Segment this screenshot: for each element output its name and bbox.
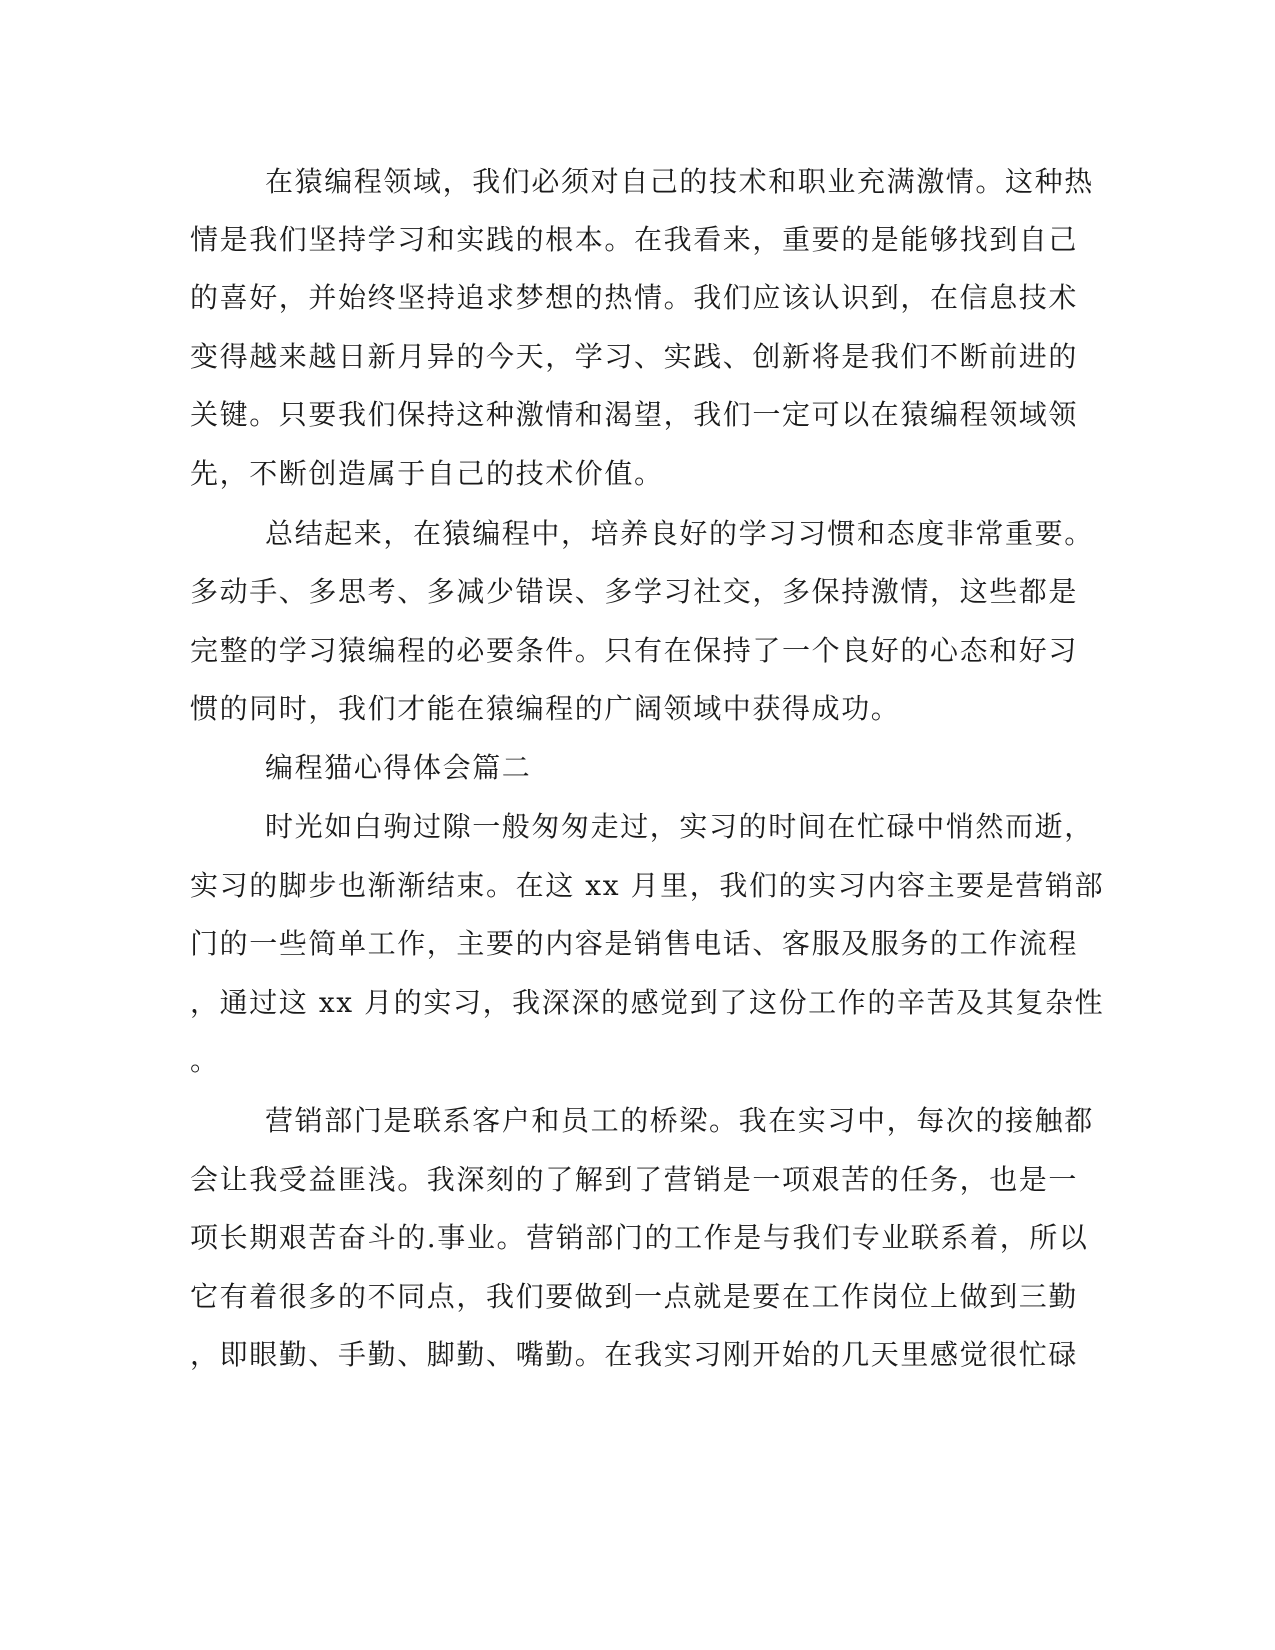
paragraph-line: 它有着很多的不同点，我们要做到一点就是要在工作岗位上做到三勤 (190, 1280, 1079, 1313)
paragraph-line: 在猿编程领域，我们必须对自己的技术和职业充满激情。这种热 (265, 165, 1094, 198)
paragraph-line: ，通过这 xx 月的实习，我深深的感觉到了这份工作的辛苦及其复杂性 (190, 986, 1105, 1019)
paragraph-line: 项长期艰苦奋斗的.事业。营销部门的工作是与我们专业联系着，所以 (190, 1221, 1089, 1254)
paragraph-line: 先，不断创造属于自己的技术价值。 (190, 457, 664, 490)
paragraph-line: 完整的学习猿编程的必要条件。只有在保持了一个良好的心态和好习 (190, 634, 1079, 667)
paragraph-line: 多动手、多思考、多减少错误、多学习社交，多保持激情，这些都是 (190, 575, 1079, 608)
paragraph-line: 时光如白驹过隙一般匆匆走过，实习的时间在忙碌中悄然而逝， (265, 810, 1094, 843)
paragraph-line: 情是我们坚持学习和实践的根本。在我看来，重要的是能够找到自己 (190, 223, 1079, 256)
paragraph-line: 。 (190, 1044, 220, 1077)
paragraph-line: ，即眼勤、手勤、脚勤、嘴勤。在我实习刚开始的几天里感觉很忙碌 (190, 1338, 1079, 1371)
paragraph-line: 总结起来，在猿编程中，培养良好的学习习惯和态度非常重要。 (265, 517, 1094, 550)
paragraph-line: 营销部门是联系客户和员工的桥梁。我在实习中，每次的接触都 (265, 1104, 1094, 1137)
paragraph-line: 实习的脚步也渐渐结束。在这 xx 月里，我们的实习内容主要是营销部 (190, 869, 1105, 902)
paragraph-line: 惯的同时，我们才能在猿编程的广阔领域中获得成功。 (190, 692, 901, 725)
paragraph-line: 门的一些简单工作，主要的内容是销售电话、客服及服务的工作流程 (190, 927, 1079, 960)
paragraph-line: 变得越来越日新月异的今天，学习、实践、创新将是我们不断前进的 (190, 340, 1079, 373)
paragraph-line: 会让我受益匪浅。我深刻的了解到了营销是一项艰苦的任务，也是一 (190, 1163, 1079, 1196)
paragraph-line: 关键。只要我们保持这种激情和渴望，我们一定可以在猿编程领域领 (190, 398, 1079, 431)
section-heading: 编程猫心得体会篇二 (265, 751, 532, 784)
paragraph-line: 的喜好，并始终坚持追求梦想的热情。我们应该认识到，在信息技术 (190, 281, 1079, 314)
